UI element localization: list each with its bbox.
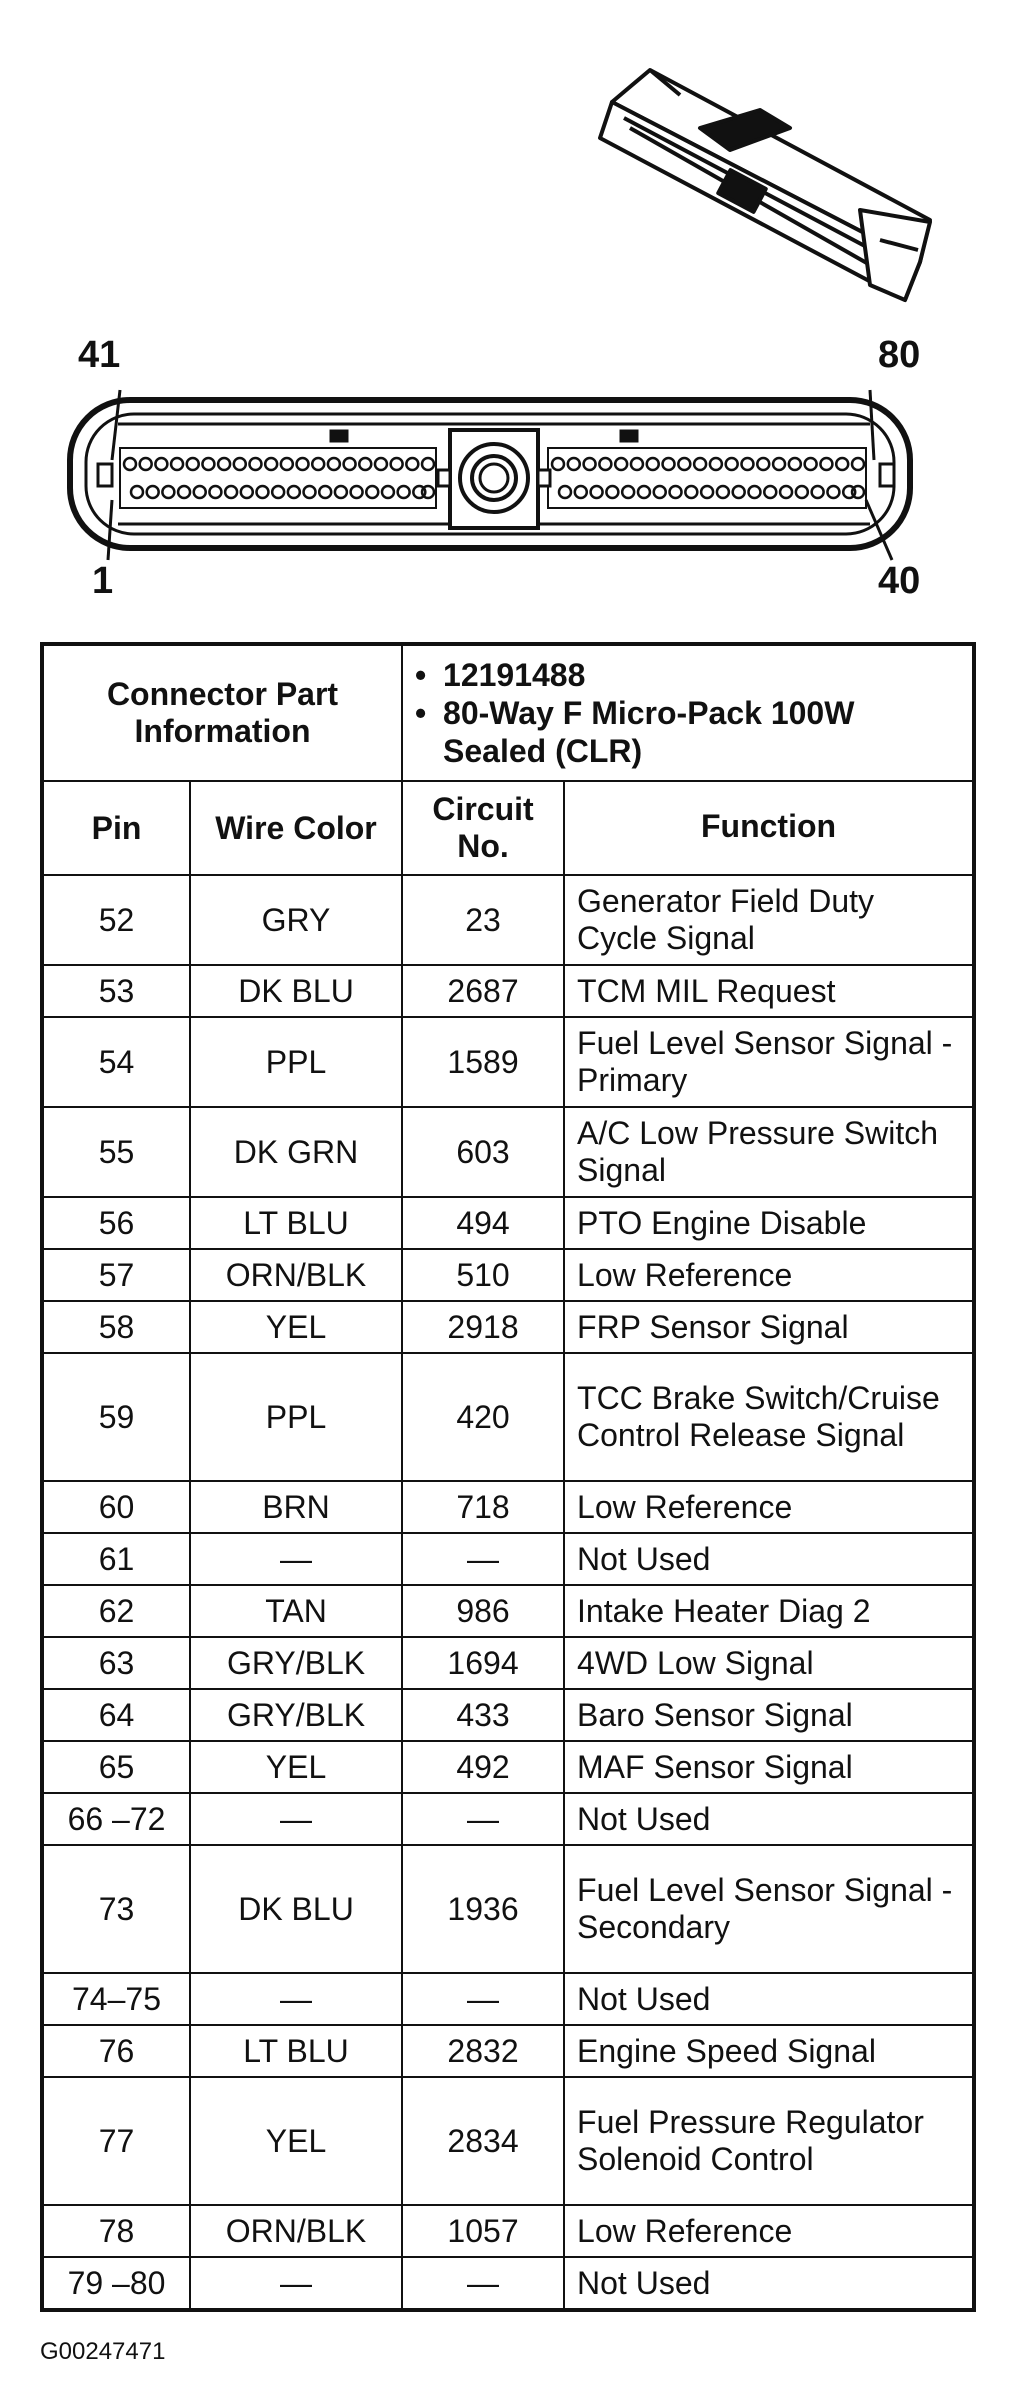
header-wire-color: Wire Color <box>190 781 402 875</box>
circuit-cell: 510 <box>402 1249 564 1301</box>
function-cell: A/C Low Pressure Switch Signal <box>564 1107 974 1197</box>
pin-cell: 64 <box>42 1689 190 1741</box>
wire-color-cell: YEL <box>190 2077 402 2205</box>
wire-color-cell: ORN/BLK <box>190 2205 402 2257</box>
table-row <box>42 1017 974 1107</box>
wire-color-cell: DK BLU <box>190 1845 402 1973</box>
wire-color-cell: YEL <box>190 1741 402 1793</box>
circuit-cell: — <box>402 1793 564 1845</box>
circuit-cell: 23 <box>402 875 564 965</box>
table-header-row <box>42 781 974 875</box>
pin-cell: 60 <box>42 1481 190 1533</box>
function-cell: 4WD Low Signal <box>564 1637 974 1689</box>
circuit-cell: 494 <box>402 1197 564 1249</box>
header-pin: Pin <box>42 781 190 875</box>
pin-cell: 61 <box>42 1533 190 1585</box>
table-row <box>42 1845 974 1973</box>
connector-info-list <box>402 644 974 781</box>
table-row <box>42 1533 974 1585</box>
pin-cell: 74–75 <box>42 1973 190 2025</box>
pin-cell: 56 <box>42 1197 190 1249</box>
pin-cell: 66 –72 <box>42 1793 190 1845</box>
table-row <box>42 1107 974 1197</box>
wire-color-cell: YEL <box>190 1301 402 1353</box>
table-row <box>42 1249 974 1301</box>
info-item: • 80-Way F Micro-Pack 100W Sealed (CLR) <box>415 694 960 770</box>
pin-cell: 59 <box>42 1353 190 1481</box>
table-row <box>42 1197 974 1249</box>
pin-cell: 62 <box>42 1585 190 1637</box>
function-cell: Fuel Pressure Regulator Solenoid Control <box>564 2077 974 2205</box>
wire-color-cell: DK GRN <box>190 1107 402 1197</box>
pin-cell: 76 <box>42 2025 190 2077</box>
wire-color-cell: PPL <box>190 1353 402 1481</box>
connector-face-view <box>70 390 910 560</box>
wire-color-cell: — <box>190 1533 402 1585</box>
function-cell: TCC Brake Switch/Cruise Control Release Signal <box>564 1353 974 1481</box>
function-cell: Low Reference <box>564 2205 974 2257</box>
table-row <box>42 2025 974 2077</box>
table-row <box>42 1301 974 1353</box>
wire-color-cell: DK BLU <box>190 965 402 1017</box>
pinout-table <box>40 642 976 2312</box>
table-row <box>42 1741 974 1793</box>
function-cell: FRP Sensor Signal <box>564 1301 974 1353</box>
function-cell: TCM MIL Request <box>564 965 974 1017</box>
pin-cell: 55 <box>42 1107 190 1197</box>
circuit-cell: 1589 <box>402 1017 564 1107</box>
function-cell: Baro Sensor Signal <box>564 1689 974 1741</box>
table-row <box>42 1353 974 1481</box>
connector-3d-view <box>600 70 930 300</box>
pin-cell: 54 <box>42 1017 190 1107</box>
table-row <box>42 965 974 1017</box>
circuit-cell: 2832 <box>402 2025 564 2077</box>
table-row <box>42 1973 974 2025</box>
pin-label-1: 1 <box>92 560 114 602</box>
function-cell: Fuel Level Sensor Signal - Secondary <box>564 1845 974 1973</box>
circuit-cell: 492 <box>402 1741 564 1793</box>
circuit-cell: 603 <box>402 1107 564 1197</box>
connector-info-title: Connector Part Information <box>42 644 402 781</box>
function-cell: Low Reference <box>564 1249 974 1301</box>
pin-cell: 77 <box>42 2077 190 2205</box>
circuit-cell: 1694 <box>402 1637 564 1689</box>
circuit-cell: 986 <box>402 1585 564 1637</box>
pin-cell: 65 <box>42 1741 190 1793</box>
wire-color-cell: TAN <box>190 1585 402 1637</box>
connector-info-row <box>42 644 974 781</box>
table-row <box>42 1481 974 1533</box>
function-cell: PTO Engine Disable <box>564 1197 974 1249</box>
wire-color-cell: BRN <box>190 1481 402 1533</box>
circuit-cell: — <box>402 2257 564 2310</box>
pin-label-80: 80 <box>878 334 921 376</box>
table-row <box>42 1793 974 1845</box>
circuit-cell: 433 <box>402 1689 564 1741</box>
function-cell: Engine Speed Signal <box>564 2025 974 2077</box>
pin-cell: 73 <box>42 1845 190 1973</box>
pin-label-41: 41 <box>78 334 121 376</box>
table-row <box>42 1689 974 1741</box>
pin-cell: 79 –80 <box>42 2257 190 2310</box>
function-cell: Not Used <box>564 2257 974 2310</box>
wire-color-cell: GRY/BLK <box>190 1637 402 1689</box>
function-cell: Low Reference <box>564 1481 974 1533</box>
connector-diagram <box>0 0 1024 640</box>
circuit-cell: 2918 <box>402 1301 564 1353</box>
circuit-cell: 718 <box>402 1481 564 1533</box>
table-row <box>42 2257 974 2310</box>
pin-cell: 57 <box>42 1249 190 1301</box>
center-bolt <box>438 430 550 528</box>
pin-label-40: 40 <box>878 560 921 602</box>
wire-color-cell: ORN/BLK <box>190 1249 402 1301</box>
circuit-cell: — <box>402 1533 564 1585</box>
wire-color-cell: — <box>190 1793 402 1845</box>
function-cell: Generator Field Duty Cycle Signal <box>564 875 974 965</box>
circuit-cell: 1936 <box>402 1845 564 1973</box>
connector-description: 80-Way F Micro-Pack 100W Sealed (CLR) <box>443 695 855 769</box>
circuit-cell: 1057 <box>402 2205 564 2257</box>
table-row <box>42 2205 974 2257</box>
pin-cell: 78 <box>42 2205 190 2257</box>
table-row <box>42 875 974 965</box>
figure-id: G00247471 <box>40 2338 166 2365</box>
circuit-cell: 2834 <box>402 2077 564 2205</box>
circuit-cell: — <box>402 1973 564 2025</box>
function-cell: Not Used <box>564 1793 974 1845</box>
function-cell: MAF Sensor Signal <box>564 1741 974 1793</box>
header-function: Function <box>564 781 974 875</box>
wire-color-cell: GRY/BLK <box>190 1689 402 1741</box>
wire-color-cell: GRY <box>190 875 402 965</box>
info-item: • 12191488 <box>415 657 586 693</box>
table-row <box>42 2077 974 2205</box>
wire-color-cell: — <box>190 1973 402 2025</box>
wire-color-cell: PPL <box>190 1017 402 1107</box>
function-cell: Not Used <box>564 1973 974 2025</box>
pin-cell: 63 <box>42 1637 190 1689</box>
pin-cell: 53 <box>42 965 190 1017</box>
header-circuit: Circuit No. <box>402 781 564 875</box>
wire-color-cell: — <box>190 2257 402 2310</box>
part-number: 12191488 <box>443 657 586 693</box>
function-cell: Intake Heater Diag 2 <box>564 1585 974 1637</box>
function-cell: Not Used <box>564 1533 974 1585</box>
function-cell: Fuel Level Sensor Signal - Primary <box>564 1017 974 1107</box>
pin-cell: 52 <box>42 875 190 965</box>
pin-cell: 58 <box>42 1301 190 1353</box>
wire-color-cell: LT BLU <box>190 2025 402 2077</box>
table-row <box>42 1585 974 1637</box>
circuit-cell: 2687 <box>402 965 564 1017</box>
circuit-cell: 420 <box>402 1353 564 1481</box>
wire-color-cell: LT BLU <box>190 1197 402 1249</box>
table-row <box>42 1637 974 1689</box>
